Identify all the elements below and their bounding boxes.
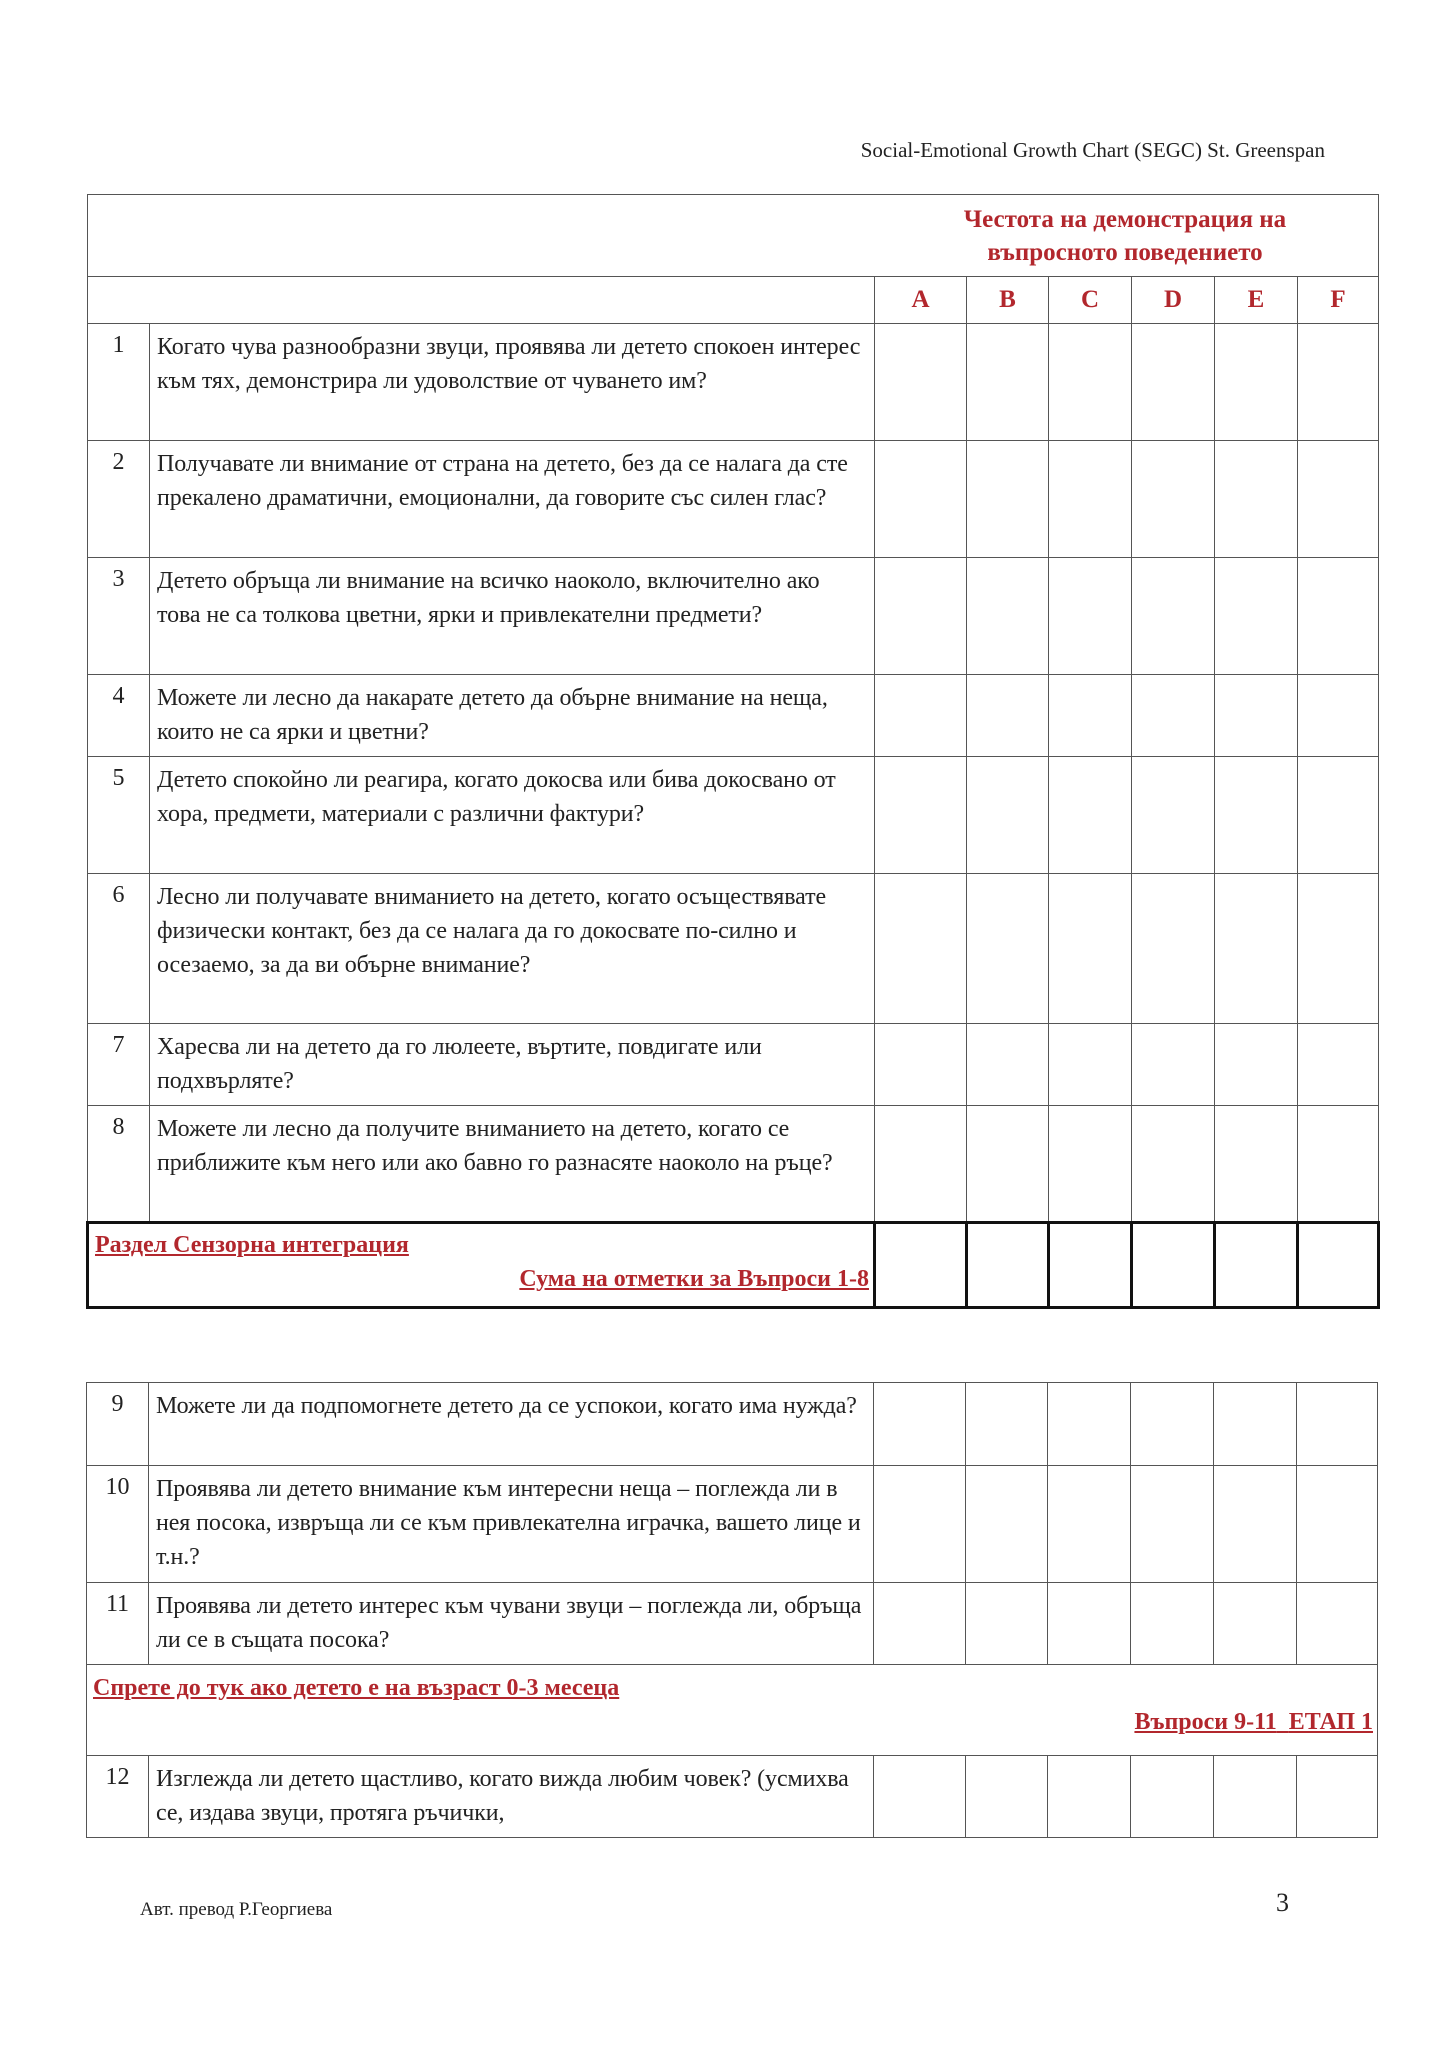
question-number: 9	[87, 1383, 149, 1466]
question-text: Харесва ли на детето да го люлеете, въртите, повдигате или подхвърляте?	[150, 1024, 875, 1106]
question-text: Можете ли лесно да накарате детето да обърне внимание на неща, които не са ярки и цветни?	[150, 675, 875, 757]
total-cell-a[interactable]	[875, 1223, 967, 1308]
questions-range: Въпроси 9-11	[1134, 1709, 1277, 1735]
answer-cell-d[interactable]	[1132, 675, 1215, 757]
question-number: 11	[87, 1583, 149, 1665]
questionnaire-table-2	[86, 1382, 1378, 1838]
question-number: 5	[88, 757, 150, 874]
answer-cell-e[interactable]	[1214, 1583, 1297, 1665]
answer-cell-f[interactable]	[1298, 1106, 1379, 1223]
total-cell-f[interactable]	[1298, 1223, 1379, 1308]
total-cell-c[interactable]	[1049, 1223, 1132, 1308]
answer-cell-d[interactable]	[1132, 558, 1215, 675]
question-number: 2	[88, 441, 150, 558]
question-text: Проявява ли детето внимание към интересни неща – поглежда ли в нея посока, извръща ли се към привлекателна играчка, вашето лице и т.н.?	[149, 1466, 874, 1583]
section-total-label-cell	[88, 1223, 875, 1308]
question-text: Лесно ли получавате вниманието на детето, когато осъществявате физически контакт, без да се налага да го докосвате по-силно и осезаемо, за да ви обърне внимание?	[150, 874, 875, 1024]
answer-cell-e[interactable]	[1215, 874, 1298, 1024]
frequency-header-cell	[88, 195, 1379, 277]
question-text: Можете ли да подпомогнете детето да се успокои, когато има нужда?	[149, 1383, 874, 1466]
question-number: 6	[88, 874, 150, 1024]
question-number: 10	[87, 1466, 149, 1583]
translator-credit: Авт. превод Р.Георгиева	[140, 1899, 333, 1920]
answer-cell-d[interactable]	[1132, 441, 1215, 558]
section-label: Раздел Сензорна интеграция	[95, 1232, 409, 1258]
stage-label: ЕТАП 1	[1288, 1709, 1373, 1735]
answer-cell-b[interactable]	[967, 324, 1049, 441]
answer-cell-d[interactable]	[1131, 1756, 1214, 1838]
running-header: Social-Emotional Growth Chart (SEGC) St. Greenspan	[860, 138, 1325, 162]
stop-note: Спрете до тук ако детето е на възраст 0-3 месеца	[93, 1675, 620, 1701]
answer-cell-f[interactable]	[1298, 874, 1379, 1024]
question-number: 7	[88, 1024, 150, 1106]
questionnaire-table-1	[86, 194, 1380, 1309]
answer-cell-e[interactable]	[1214, 1383, 1297, 1466]
answer-cell-b[interactable]	[967, 675, 1049, 757]
stage-summary	[93, 1705, 1373, 1739]
answer-cell-e[interactable]	[1214, 1756, 1297, 1838]
question-text: Детето обръща ли внимание на всичко наоколо, включително ако това не са толкова цветни, ярки и привлекателни предмети?	[150, 558, 875, 675]
answer-cell-b[interactable]	[966, 1756, 1048, 1838]
answer-cell-a[interactable]	[875, 441, 967, 558]
page-number: 3	[1276, 1888, 1289, 1917]
table-row	[88, 757, 1379, 874]
answer-cell-e[interactable]	[1215, 757, 1298, 874]
answer-cell-c[interactable]	[1049, 324, 1132, 441]
column-header-c: C	[1049, 277, 1132, 324]
answer-cell-a[interactable]	[875, 324, 967, 441]
question-number: 8	[88, 1106, 150, 1223]
blank-header-cell	[88, 277, 875, 324]
answer-cell-e[interactable]	[1215, 324, 1298, 441]
answer-cell-d[interactable]	[1132, 757, 1215, 874]
answer-cell-c[interactable]	[1049, 1024, 1132, 1106]
question-text: Можете ли лесно да получите вниманието на детето, когато се приближите към него или ако бавно го разнасяте наоколо на ръце?	[150, 1106, 875, 1223]
answer-cell-b[interactable]	[966, 1583, 1048, 1665]
answer-cell-e[interactable]	[1215, 558, 1298, 675]
question-number: 4	[88, 675, 150, 757]
table-row	[88, 1024, 1379, 1106]
answer-cell-a[interactable]	[874, 1583, 966, 1665]
answer-cell-e[interactable]	[1214, 1466, 1297, 1583]
stage-stop-row	[87, 1665, 1378, 1756]
answer-cell-c[interactable]	[1049, 441, 1132, 558]
answer-cell-f[interactable]	[1298, 558, 1379, 675]
answer-cell-f[interactable]	[1297, 1583, 1378, 1665]
answer-cell-c[interactable]	[1048, 1466, 1131, 1583]
question-text: Детето спокойно ли реагира, когато докосва или бива докосвано от хора, предмети, материали с различни фактури?	[150, 757, 875, 874]
answer-cell-b[interactable]	[967, 874, 1049, 1024]
table-row	[87, 1756, 1378, 1838]
question-text: Проявява ли детето интерес към чувани звуци – поглежда ли, обръща ли се в същата посока?	[149, 1583, 874, 1665]
stage-stop-cell	[87, 1665, 1378, 1756]
answer-cell-d[interactable]	[1132, 1024, 1215, 1106]
answer-cell-c[interactable]	[1049, 675, 1132, 757]
question-text: Когато чува разнообразни звуци, проявява ли детето спокоен интерес към тях, демонстрира ли удоволствие от чуването им?	[150, 324, 875, 441]
frequency-header-row	[88, 195, 1379, 277]
answer-cell-d[interactable]	[1132, 874, 1215, 1024]
column-header-a: A	[875, 277, 967, 324]
answer-cell-d[interactable]	[1131, 1466, 1214, 1583]
answer-cell-a[interactable]	[874, 1466, 966, 1583]
answer-cell-c[interactable]	[1049, 1106, 1132, 1223]
answer-cell-a[interactable]	[875, 874, 967, 1024]
column-header-f: F	[1298, 277, 1379, 324]
answer-cell-a[interactable]	[875, 1024, 967, 1106]
answer-cell-b[interactable]	[966, 1466, 1048, 1583]
question-number: 1	[88, 324, 150, 441]
answer-cell-b[interactable]	[967, 1024, 1049, 1106]
total-cell-e[interactable]	[1215, 1223, 1298, 1308]
frequency-title-line1: Честота на демонстрация на	[963, 206, 1287, 233]
answer-cell-b[interactable]	[967, 558, 1049, 675]
answer-cell-a[interactable]	[874, 1756, 966, 1838]
total-cell-b[interactable]	[967, 1223, 1049, 1308]
answer-cell-d[interactable]	[1131, 1383, 1214, 1466]
question-text: Получавате ли внимание от страна на детето, без да се налага да сте прекалено драматични, емоционални, да говорите със силен глас?	[150, 441, 875, 558]
section-total-row	[88, 1223, 1379, 1308]
sum-label: Сума на отметки за Въпроси 1-8	[519, 1266, 869, 1292]
answer-cell-e[interactable]	[1215, 441, 1298, 558]
answer-cell-c[interactable]	[1048, 1583, 1131, 1665]
answer-cell-c[interactable]	[1048, 1383, 1131, 1466]
question-number: 3	[88, 558, 150, 675]
column-letters-row	[88, 277, 1379, 324]
column-header-d: D	[1132, 277, 1215, 324]
answer-cell-f[interactable]	[1297, 1466, 1378, 1583]
answer-cell-f[interactable]	[1298, 675, 1379, 757]
answer-cell-a[interactable]	[874, 1383, 966, 1466]
table-row	[87, 1466, 1378, 1583]
question-text: Изглежда ли детето щастливо, когато вижда любим човек? (усмихва се, издава звуци, протяга ръчички,	[149, 1756, 874, 1838]
answer-cell-a[interactable]	[875, 675, 967, 757]
table-row	[88, 558, 1379, 675]
answer-cell-e[interactable]	[1215, 1024, 1298, 1106]
answer-cell-b[interactable]	[966, 1383, 1048, 1466]
answer-cell-a[interactable]	[875, 1106, 967, 1223]
answer-cell-e[interactable]	[1215, 1106, 1298, 1223]
answer-cell-b[interactable]	[967, 441, 1049, 558]
question-number: 12	[87, 1756, 149, 1838]
answer-cell-d[interactable]	[1132, 324, 1215, 441]
table-row	[88, 1106, 1379, 1223]
answer-cell-f[interactable]	[1297, 1383, 1378, 1466]
answer-cell-c[interactable]	[1049, 757, 1132, 874]
answer-cell-c[interactable]	[1049, 558, 1132, 675]
table-row	[88, 324, 1379, 441]
answer-cell-a[interactable]	[875, 757, 967, 874]
total-cell-d[interactable]	[1132, 1223, 1215, 1308]
frequency-title-line2: въпросното поведението	[987, 239, 1263, 266]
table-row	[87, 1583, 1378, 1665]
answer-cell-f[interactable]	[1298, 324, 1379, 441]
table-row	[88, 441, 1379, 558]
table-row	[88, 675, 1379, 757]
table-row	[87, 1383, 1378, 1466]
answer-cell-f[interactable]	[1298, 441, 1379, 558]
answer-cell-b[interactable]	[967, 757, 1049, 874]
answer-cell-d[interactable]	[1132, 1106, 1215, 1223]
answer-cell-f[interactable]	[1298, 1024, 1379, 1106]
answer-cell-f[interactable]	[1298, 757, 1379, 874]
answer-cell-d[interactable]	[1131, 1583, 1214, 1665]
answer-cell-e[interactable]	[1215, 675, 1298, 757]
column-header-b: B	[967, 277, 1049, 324]
column-header-e: E	[1215, 277, 1298, 324]
answer-cell-a[interactable]	[875, 558, 967, 675]
answer-cell-c[interactable]	[1048, 1756, 1131, 1838]
answer-cell-f[interactable]	[1297, 1756, 1378, 1838]
answer-cell-c[interactable]	[1049, 874, 1132, 1024]
table-row	[88, 874, 1379, 1024]
answer-cell-b[interactable]	[967, 1106, 1049, 1223]
